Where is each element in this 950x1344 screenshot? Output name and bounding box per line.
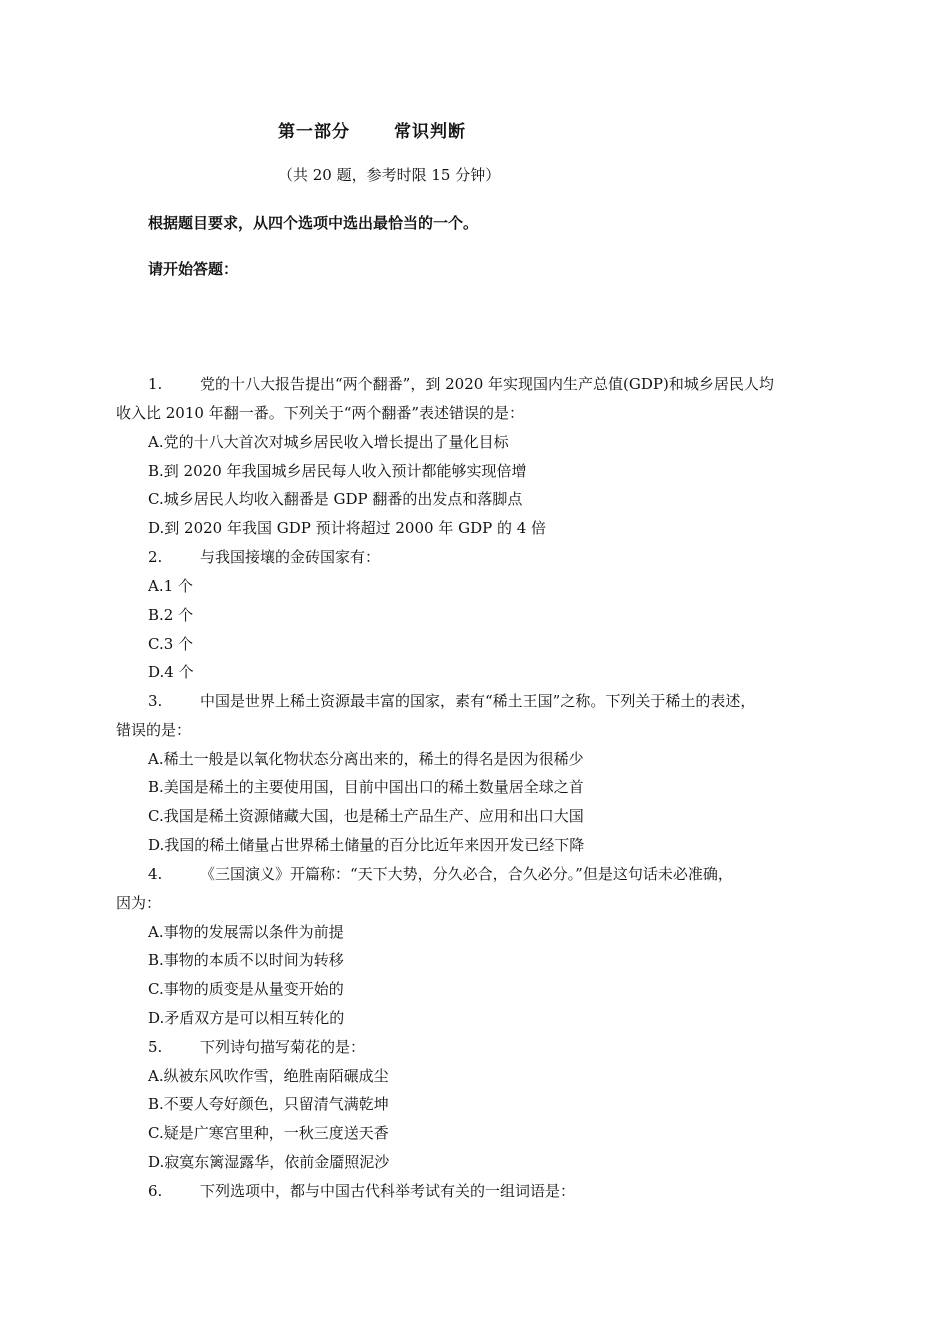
option: A.1 个 (148, 577, 193, 595)
question-number: 1. (148, 375, 163, 393)
option: B.美国是稀土的主要使用国，目前中国出口的稀土数量居全球之首 (148, 778, 584, 796)
section-label: 常识判断 (394, 122, 466, 142)
option: B.2 个 (148, 606, 194, 624)
option: A.党的十八大首次对城乡居民收入增长提出了量化目标 (148, 433, 509, 451)
option: A.事物的发展需以条件为前提 (148, 923, 344, 941)
question-number: 2. (148, 548, 163, 566)
option: D.我国的稀土储量占世界稀土储量的百分比近年来因开发已经下降 (148, 836, 585, 854)
option: C.我国是稀土资源储藏大国，也是稀土产品生产、应用和出口大国 (148, 807, 584, 825)
question-stem: 5. 下列诗句描写菊花的是： (148, 1038, 366, 1056)
question-stem: 1. 党的十八大报告提出“两个翻番”，到 2020 年实现国内生产总值(GDP)和城乡居民人均 (148, 375, 774, 393)
start-prompt: 请开始答题： (148, 260, 239, 278)
question-number: 3. (148, 692, 163, 710)
question-number: 6. (148, 1182, 163, 1200)
option: D.4 个 (148, 663, 194, 681)
question-stem: 3. 中国是世界上稀土资源最丰富的国家，素有“稀土王国”之称。下列关于稀土的表述， (148, 692, 756, 710)
option: C.事物的质变是从量变开始的 (148, 980, 344, 998)
question-number: 4. (148, 865, 163, 883)
question-number: 5. (148, 1038, 163, 1056)
question-stem: 4. 《三国演义》开篇称：“天下大势，分久必合，合久必分。”但是这句话未必准确， (148, 865, 733, 883)
option: B.事物的本质不以时间为转移 (148, 951, 344, 969)
option: B.到 2020 年我国城乡居民每人收入预计都能够实现倍增 (148, 462, 527, 480)
question-stem: 2. 与我国接壤的金砖国家有： (148, 548, 381, 566)
option: B.不要人夸好颜色，只留清气满乾坤 (148, 1095, 389, 1113)
question-stem-continued: 因为： (116, 894, 162, 912)
option: A.稀土一般是以氧化物状态分离出来的，稀土的得名是因为很稀少 (148, 750, 584, 768)
option: C.疑是广寒宫里种，一秋三度送天香 (148, 1124, 389, 1142)
question-stem: 6. 下列选项中，都与中国古代科举考试有关的一组词语是： (148, 1182, 576, 1200)
part-label: 第一部分 (278, 122, 350, 142)
option: D.到 2020 年我国 GDP 预计将超过 2000 年 GDP 的 4 倍 (148, 519, 547, 537)
option: D.寂寞东篱湿露华，依前金靥照泥沙 (148, 1153, 390, 1171)
option: A.纵被东风吹作雪，绝胜南陌碾成尘 (148, 1067, 389, 1085)
option: D.矛盾双方是可以相互转化的 (148, 1009, 345, 1027)
instruction: 根据题目要求，从四个选项中选出最恰当的一个。 (148, 214, 479, 232)
question-stem-continued: 错误的是： (116, 721, 192, 739)
option: C.城乡居民人均收入翻番是 GDP 翻番的出发点和落脚点 (148, 490, 523, 508)
option: C.3 个 (148, 635, 194, 653)
subtitle: （共 20 题，参考时限 15 分钟） (278, 166, 501, 184)
section-title (278, 117, 466, 142)
question-stem-continued: 收入比 2010 年翻一番。下列关于“两个翻番”表述错误的是： (116, 404, 525, 422)
